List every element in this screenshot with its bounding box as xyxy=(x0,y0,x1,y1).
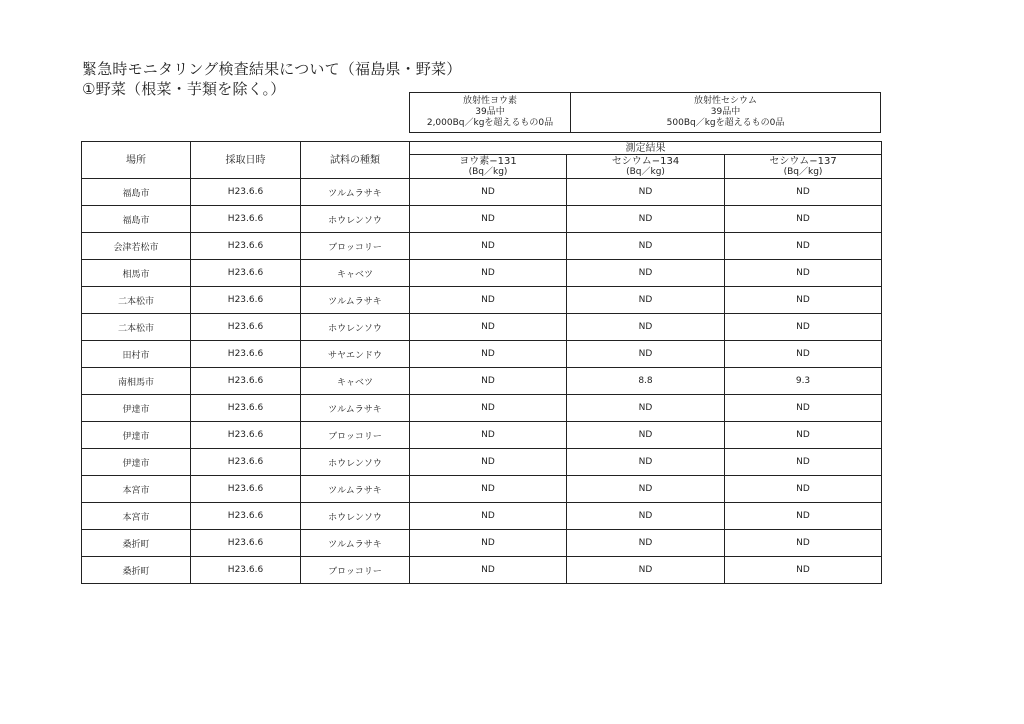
cell-kind: ホウレンソウ xyxy=(301,206,410,233)
table-row xyxy=(82,260,882,287)
table-row xyxy=(82,341,882,368)
cell-cs137: ND xyxy=(725,476,882,503)
cell-date: H23.6.6 xyxy=(191,476,301,503)
summary-iodine-label: 放射性ヨウ素 xyxy=(462,96,517,106)
document-subtitle: ①野菜（根菜・芋類を除く。） xyxy=(82,80,286,98)
table-row xyxy=(82,395,882,422)
cell-place: 桑折町 xyxy=(82,557,191,584)
cell-cs137: ND xyxy=(725,179,882,206)
cell-date: H23.6.6 xyxy=(191,503,301,530)
cell-i131: ND xyxy=(410,260,567,287)
cell-cs134: ND xyxy=(567,557,725,584)
cell-i131: ND xyxy=(410,206,567,233)
header-i131 xyxy=(410,155,567,179)
summary-iodine-count: 39品中 xyxy=(475,107,505,117)
cell-cs137: 9.3 xyxy=(725,368,882,395)
header-kind: 試料の種類 xyxy=(301,142,410,179)
cell-place: 伊達市 xyxy=(82,449,191,476)
table-row xyxy=(82,503,882,530)
cell-place: 南相馬市 xyxy=(82,368,191,395)
cell-cs134: ND xyxy=(567,260,725,287)
summary-iodine-cell xyxy=(410,93,571,133)
cell-kind: ホウレンソウ xyxy=(301,503,410,530)
cell-i131: ND xyxy=(410,530,567,557)
cell-cs137: ND xyxy=(725,341,882,368)
summary-cesium-criteria: 500Bq／kgを超えるもの0品 xyxy=(666,118,785,128)
header-cs137-label: セシウム−137 xyxy=(769,155,837,167)
document-title: 緊急時モニタリング検査結果について（福島県・野菜） xyxy=(82,60,462,78)
cell-i131: ND xyxy=(410,368,567,395)
cell-cs137: ND xyxy=(725,449,882,476)
cell-kind: キャベツ xyxy=(301,260,410,287)
cell-cs137: ND xyxy=(725,557,882,584)
cell-i131: ND xyxy=(410,287,567,314)
cell-cs134: ND xyxy=(567,449,725,476)
cell-kind: ブロッコリー xyxy=(301,233,410,260)
cell-i131: ND xyxy=(410,233,567,260)
cell-kind: ブロッコリー xyxy=(301,422,410,449)
cell-cs134: ND xyxy=(567,314,725,341)
cell-place: 相馬市 xyxy=(82,260,191,287)
cell-date: H23.6.6 xyxy=(191,179,301,206)
cell-date: H23.6.6 xyxy=(191,530,301,557)
cell-place: 二本松市 xyxy=(82,287,191,314)
header-i131-label: ヨウ素−131 xyxy=(459,155,517,167)
cell-cs134: ND xyxy=(567,395,725,422)
table-row xyxy=(82,287,882,314)
cell-place: 伊達市 xyxy=(82,395,191,422)
summary-cesium-cell xyxy=(571,93,881,133)
table-row xyxy=(82,179,882,206)
cell-kind: ツルムラサキ xyxy=(301,287,410,314)
cell-cs134: ND xyxy=(567,233,725,260)
table-row xyxy=(82,422,882,449)
table-row xyxy=(82,368,882,395)
cell-cs134: ND xyxy=(567,503,725,530)
cell-place: 会津若松市 xyxy=(82,233,191,260)
cell-cs137: ND xyxy=(725,233,882,260)
cell-place: 本宮市 xyxy=(82,503,191,530)
header-cs137 xyxy=(725,155,882,179)
cell-i131: ND xyxy=(410,314,567,341)
header-date: 採取日時 xyxy=(191,142,301,179)
cell-date: H23.6.6 xyxy=(191,557,301,584)
cell-i131: ND xyxy=(410,503,567,530)
cell-kind: サヤエンドウ xyxy=(301,341,410,368)
cell-cs134: ND xyxy=(567,179,725,206)
cell-cs134: ND xyxy=(567,206,725,233)
cell-cs134: ND xyxy=(567,530,725,557)
cell-kind: ツルムラサキ xyxy=(301,530,410,557)
table-row xyxy=(82,557,882,584)
cell-cs137: ND xyxy=(725,287,882,314)
cell-kind: キャベツ xyxy=(301,368,410,395)
cell-date: H23.6.6 xyxy=(191,368,301,395)
cell-date: H23.6.6 xyxy=(191,287,301,314)
cell-place: 本宮市 xyxy=(82,476,191,503)
cell-kind: ブロッコリー xyxy=(301,557,410,584)
cell-cs137: ND xyxy=(725,206,882,233)
table-row xyxy=(82,206,882,233)
cell-date: H23.6.6 xyxy=(191,341,301,368)
cell-cs137: ND xyxy=(725,530,882,557)
cell-i131: ND xyxy=(410,449,567,476)
cell-cs137: ND xyxy=(725,395,882,422)
cell-date: H23.6.6 xyxy=(191,314,301,341)
cell-i131: ND xyxy=(410,179,567,206)
table-row xyxy=(82,314,882,341)
cell-place: 田村市 xyxy=(82,341,191,368)
table-row xyxy=(82,530,882,557)
cell-i131: ND xyxy=(410,422,567,449)
cell-place: 福島市 xyxy=(82,179,191,206)
cell-kind: ホウレンソウ xyxy=(301,314,410,341)
header-cs137-unit: (Bq／kg) xyxy=(783,166,823,177)
cell-cs134: ND xyxy=(567,476,725,503)
cell-cs137: ND xyxy=(725,422,882,449)
cell-kind: ツルムラサキ xyxy=(301,476,410,503)
cell-place: 伊達市 xyxy=(82,422,191,449)
cell-place: 二本松市 xyxy=(82,314,191,341)
cell-i131: ND xyxy=(410,557,567,584)
cell-kind: ホウレンソウ xyxy=(301,449,410,476)
cell-kind: ツルムラサキ xyxy=(301,179,410,206)
header-results: 測定結果 xyxy=(410,142,882,155)
cell-kind: ツルムラサキ xyxy=(301,395,410,422)
header-cs134 xyxy=(567,155,725,179)
summary-cesium-count: 39品中 xyxy=(710,107,741,117)
cell-cs134: ND xyxy=(567,341,725,368)
cell-cs134: ND xyxy=(567,422,725,449)
table-row xyxy=(82,476,882,503)
cell-cs134: 8.8 xyxy=(567,368,725,395)
results-table xyxy=(81,141,882,584)
cell-date: H23.6.6 xyxy=(191,395,301,422)
cell-date: H23.6.6 xyxy=(191,206,301,233)
summary-table xyxy=(409,92,881,133)
cell-i131: ND xyxy=(410,395,567,422)
header-cs134-unit: (Bq／kg) xyxy=(626,166,665,177)
header-place: 場所 xyxy=(82,142,191,179)
header-i131-unit: (Bq／kg) xyxy=(468,166,508,177)
cell-place: 桑折町 xyxy=(82,530,191,557)
cell-date: H23.6.6 xyxy=(191,260,301,287)
summary-cesium-label: 放射性セシウム xyxy=(694,96,757,106)
cell-place: 福島市 xyxy=(82,206,191,233)
summary-iodine-criteria: 2,000Bq／kgを超えるもの0品 xyxy=(426,118,554,128)
cell-cs137: ND xyxy=(725,314,882,341)
cell-cs134: ND xyxy=(567,287,725,314)
cell-cs137: ND xyxy=(725,503,882,530)
cell-date: H23.6.6 xyxy=(191,233,301,260)
cell-cs137: ND xyxy=(725,260,882,287)
table-row xyxy=(82,233,882,260)
cell-date: H23.6.6 xyxy=(191,449,301,476)
cell-i131: ND xyxy=(410,341,567,368)
table-row xyxy=(82,449,882,476)
cell-date: H23.6.6 xyxy=(191,422,301,449)
cell-i131: ND xyxy=(410,476,567,503)
header-cs134-label: セシウム−134 xyxy=(611,155,680,167)
